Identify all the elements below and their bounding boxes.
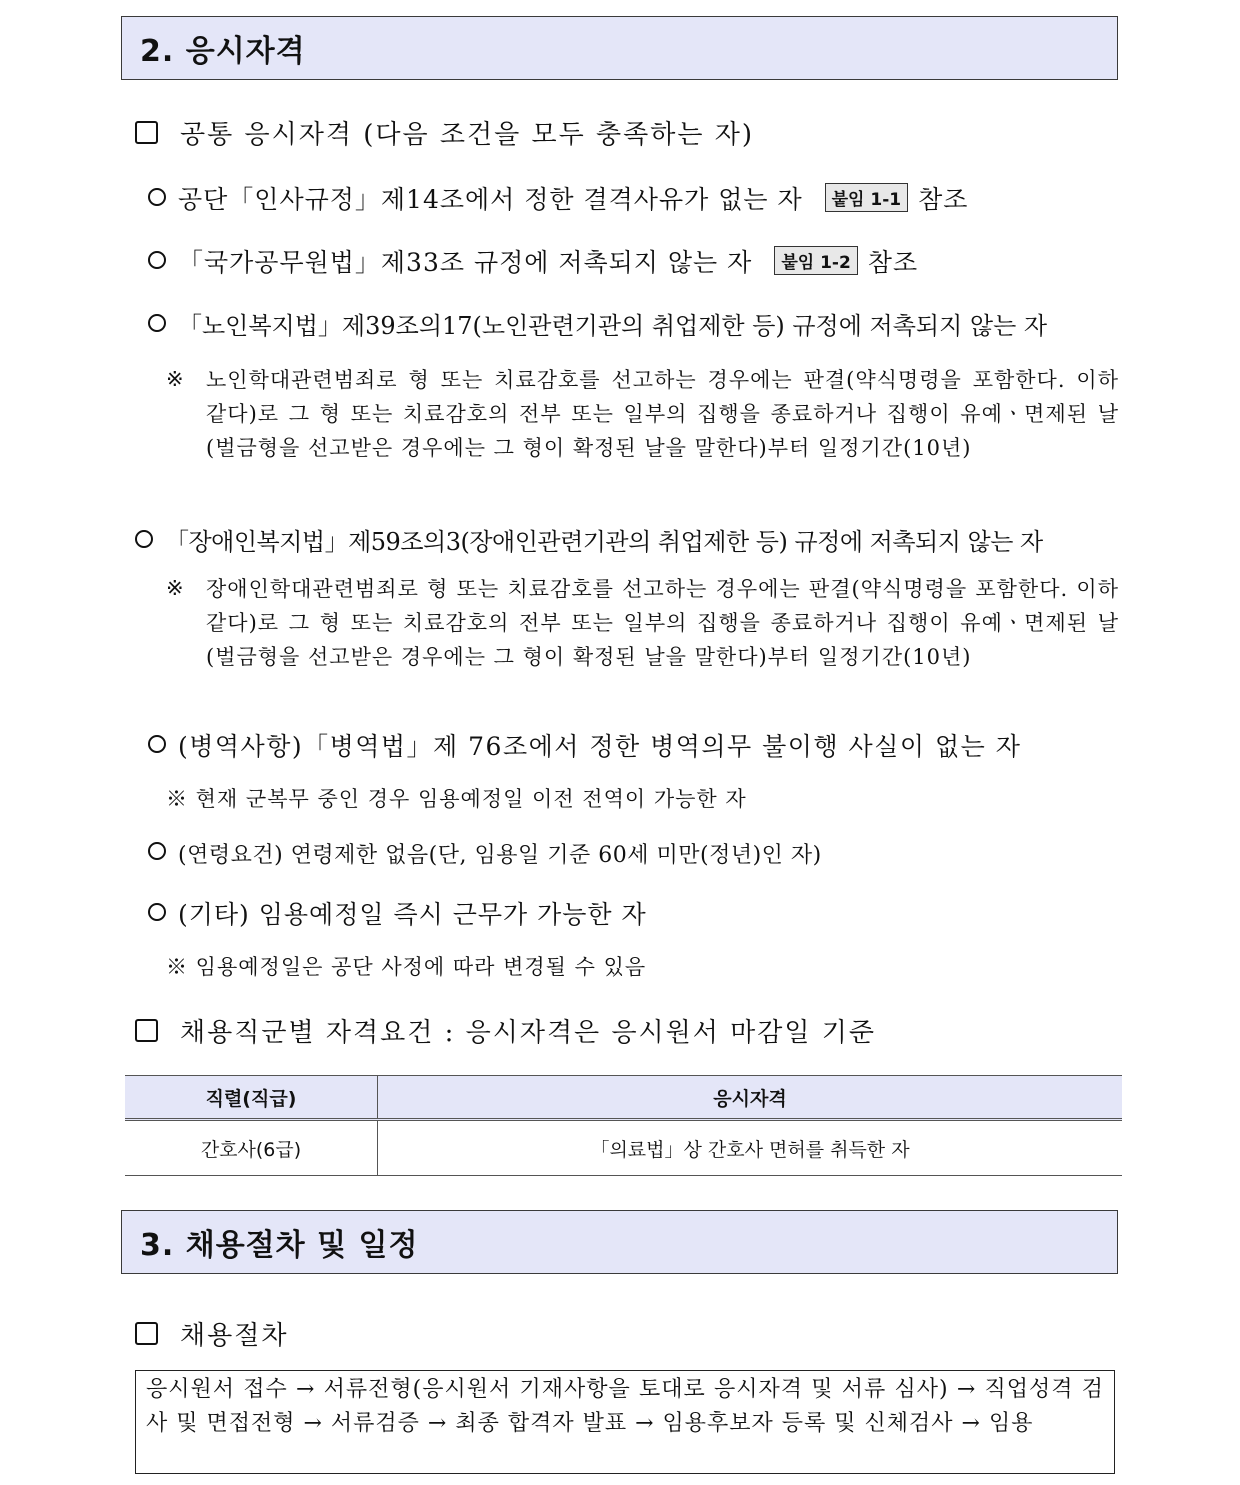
- circle-bullet-icon: [148, 735, 166, 753]
- start-date-note: ※ 임용예정일은 공단 사정에 따라 변경될 수 있음: [166, 955, 647, 979]
- item-civil-service-act: 「국가공무원법」제33조 규정에 저촉되지 않는 자 붙임 1-2 참조: [148, 243, 918, 279]
- note-mark: ※: [166, 576, 184, 600]
- table-cell: 「의료법」상 간호사 면허를 취득한 자: [378, 1120, 1123, 1176]
- table-header-row: [125, 1076, 1122, 1120]
- circle-bullet-icon: [148, 842, 166, 860]
- table-header-cell: 직렬(직급): [125, 1076, 378, 1120]
- checkbox-square-icon: [135, 1322, 158, 1345]
- elderly-abuse-note: 노인학대관련범죄로 형 또는 치료감호를 선고하는 경우에는 판결(약식명령을 포함한다. 이하 같다)로 그 형 또는 치료감호의 전부 또는 일부의 집행을 종료하거나 집행이 유예ㆍ면제된 날(벌금형을 선고받은 경우에는 그 형이 확정된 날을 말한다)부터 일정기간(10년): [206, 368, 1119, 460]
- job-qualification-heading: 채용직군별 자격요건 : 응시자격은 응시원서 마감일 기준: [135, 1012, 876, 1049]
- item-other-requirement: (기타) 임용예정일 즉시 근무가 가능한 자: [148, 895, 647, 931]
- checkbox-square-icon: [135, 121, 158, 144]
- military-service-note: ※ 현재 군복무 중인 경우 임용예정일 이전 전역이 가능한 자: [166, 787, 747, 811]
- circle-bullet-icon: [148, 251, 166, 269]
- item-disability-welfare-act: 「장애인복지법」제59조의3(장애인관련기관의 취업제한 등) 규정에 저촉되지 않는 자: [135, 522, 1043, 557]
- attachment-badge: 붙임 1-1: [825, 183, 908, 212]
- circle-bullet-icon: [148, 903, 166, 921]
- process-box: 응시원서 접수 → 서류전형(응시원서 기재사항을 토대로 응시자격 및 서류 심사) → 직업성격 검사 및 면접전형 → 서류검증 → 최종 합격자 발표 → 임용후보자 등록 및 신체검사 → 임용: [135, 1370, 1115, 1474]
- circle-bullet-icon: [135, 530, 153, 548]
- section-2-title: 2. 응시자격: [121, 16, 1118, 80]
- disability-abuse-note: 장애인학대관련범죄로 형 또는 치료감호를 선고하는 경우에는 판결(약식명령을 포함한다. 이하 같다)로 그 형 또는 치료감호의 전부 또는 일부의 집행을 종료하거나 집행이 유예ㆍ면제된 날(벌금형을 선고받은 경우에는 그 형이 확정된 날을 말한다)부터 일정기간(10년): [206, 577, 1119, 669]
- table-cell: 간호사(6급): [125, 1120, 378, 1176]
- note-mark: ※: [166, 367, 184, 391]
- item-age-requirement: (연령요건) 연령제한 없음(단, 임용일 기준 60세 미만(정년)인 자): [148, 838, 822, 869]
- common-qualification-heading: 공통 응시자격 (다음 조건을 모두 충족하는 자): [135, 114, 754, 151]
- checkbox-square-icon: [135, 1019, 158, 1042]
- item-personnel-rules: 공단「인사규정」제14조에서 정한 결격사유가 없는 자 붙임 1-1 참조: [148, 180, 968, 216]
- process-heading: 채용절차: [135, 1315, 288, 1352]
- attachment-badge: 붙임 1-2: [774, 246, 857, 275]
- circle-bullet-icon: [148, 314, 166, 332]
- table-header-cell: 응시자격: [378, 1076, 1123, 1120]
- item-elderly-welfare-act: 「노인복지법」제39조의17(노인관련기관의 취업제한 등) 규정에 저촉되지 않는 자: [148, 306, 1047, 341]
- item-military-service: (병역사항)「병역법」제 76조에서 정한 병역의무 불이행 사실이 없는 자: [148, 727, 1021, 763]
- circle-bullet-icon: [148, 188, 166, 206]
- qualification-table: [125, 1075, 1122, 1176]
- section-3-title: 3. 채용절차 및 일정: [121, 1210, 1118, 1274]
- table-row: [125, 1120, 1122, 1176]
